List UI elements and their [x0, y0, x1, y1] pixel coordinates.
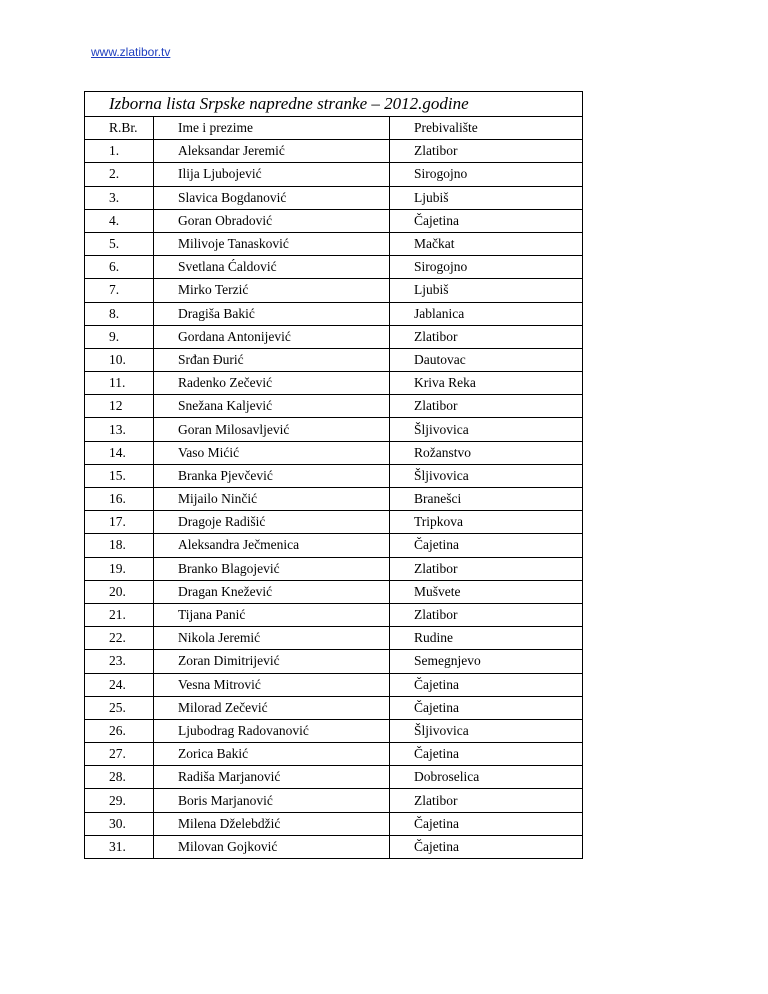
row-number: 6.: [85, 256, 154, 279]
table-row: [85, 464, 583, 487]
candidate-residence: Ljubiš: [390, 279, 583, 302]
candidate-name: Milovan Gojković: [154, 835, 390, 858]
row-number: 7.: [85, 279, 154, 302]
row-number: 18.: [85, 534, 154, 557]
candidate-name: Branko Blagojević: [154, 557, 390, 580]
candidate-residence: Dautovac: [390, 348, 583, 371]
row-number: 9.: [85, 325, 154, 348]
table-row: [85, 627, 583, 650]
candidate-name: Nikola Jeremić: [154, 627, 390, 650]
candidate-residence: Sirogojno: [390, 163, 583, 186]
column-header-number: R.Br.: [85, 117, 154, 140]
table-row: [85, 302, 583, 325]
table-row: [85, 348, 583, 371]
table-title: Izborna lista Srpske napredne stranke – 2012.godine: [85, 92, 583, 117]
row-number: 14.: [85, 441, 154, 464]
site-link[interactable]: www.zlatibor.tv: [91, 45, 171, 59]
candidate-residence: Mačkat: [390, 232, 583, 255]
table-row: [85, 232, 583, 255]
candidate-name: Radenko Zečević: [154, 372, 390, 395]
table-row: [85, 163, 583, 186]
row-number: 19.: [85, 557, 154, 580]
row-number: 24.: [85, 673, 154, 696]
candidate-residence: Branešci: [390, 488, 583, 511]
candidate-name: Zoran Dimitrijević: [154, 650, 390, 673]
row-number: 3.: [85, 186, 154, 209]
row-number: 17.: [85, 511, 154, 534]
candidate-residence: Čajetina: [390, 209, 583, 232]
candidate-name: Gordana Antonijević: [154, 325, 390, 348]
table-row: [85, 603, 583, 626]
candidate-residence: Ljubiš: [390, 186, 583, 209]
row-number: 30.: [85, 812, 154, 835]
table-row: [85, 395, 583, 418]
candidate-residence: Čajetina: [390, 812, 583, 835]
candidate-residence: Čajetina: [390, 673, 583, 696]
table-row: [85, 835, 583, 858]
row-number: 25.: [85, 696, 154, 719]
candidate-name: Mijailo Ninčić: [154, 488, 390, 511]
candidate-residence: Zlatibor: [390, 395, 583, 418]
candidate-name: Milena Dželebdžić: [154, 812, 390, 835]
row-number: 15.: [85, 464, 154, 487]
candidate-residence: Tripkova: [390, 511, 583, 534]
row-number: 20.: [85, 580, 154, 603]
candidate-name: Milivoje Tanasković: [154, 232, 390, 255]
candidate-name: Goran Milosavljević: [154, 418, 390, 441]
row-number: 5.: [85, 232, 154, 255]
candidate-name: Ilija Ljubojević: [154, 163, 390, 186]
candidate-residence: Zlatibor: [390, 325, 583, 348]
row-number: 23.: [85, 650, 154, 673]
table-row: [85, 696, 583, 719]
table-row: [85, 441, 583, 464]
candidate-name: Branka Pjevčević: [154, 464, 390, 487]
candidate-residence: Čajetina: [390, 534, 583, 557]
row-number: 8.: [85, 302, 154, 325]
candidate-name: Snežana Kaljević: [154, 395, 390, 418]
row-number: 11.: [85, 372, 154, 395]
row-number: 12: [85, 395, 154, 418]
row-number: 31.: [85, 835, 154, 858]
table-title-row: [85, 92, 583, 117]
table-row: [85, 279, 583, 302]
candidate-name: Boris Marjanović: [154, 789, 390, 812]
table-row: [85, 209, 583, 232]
row-number: 2.: [85, 163, 154, 186]
candidate-name: Aleksandra Ječmenica: [154, 534, 390, 557]
candidate-name: Milorad Zečević: [154, 696, 390, 719]
candidate-residence: Čajetina: [390, 743, 583, 766]
table-header-row: [85, 117, 583, 140]
candidate-residence: Zlatibor: [390, 789, 583, 812]
row-number: 4.: [85, 209, 154, 232]
row-number: 29.: [85, 789, 154, 812]
table-row: [85, 140, 583, 163]
candidate-residence: Zlatibor: [390, 603, 583, 626]
candidate-residence: Rožanstvo: [390, 441, 583, 464]
candidate-residence: Čajetina: [390, 696, 583, 719]
table-row: [85, 673, 583, 696]
candidate-residence: Zlatibor: [390, 557, 583, 580]
table-row: [85, 325, 583, 348]
table-row: [85, 372, 583, 395]
row-number: 21.: [85, 603, 154, 626]
table-row: [85, 580, 583, 603]
candidate-residence: Semegnjevo: [390, 650, 583, 673]
candidate-residence: Dobroselica: [390, 766, 583, 789]
candidate-name: Dragiša Bakić: [154, 302, 390, 325]
candidate-name: Tijana Panić: [154, 603, 390, 626]
table-row: [85, 256, 583, 279]
row-number: 13.: [85, 418, 154, 441]
column-header-name: Ime i prezime: [154, 117, 390, 140]
candidate-residence: Zlatibor: [390, 140, 583, 163]
table-row: [85, 789, 583, 812]
table-row: [85, 488, 583, 511]
row-number: 1.: [85, 140, 154, 163]
candidate-list-table: [84, 91, 583, 859]
candidate-name: Zorica Bakić: [154, 743, 390, 766]
table-row: [85, 719, 583, 742]
candidate-name: Aleksandar Jeremić: [154, 140, 390, 163]
candidate-residence: Jablanica: [390, 302, 583, 325]
candidate-residence: Šljivovica: [390, 719, 583, 742]
row-number: 27.: [85, 743, 154, 766]
candidate-name: Vesna Mitrović: [154, 673, 390, 696]
candidate-name: Srđan Đurić: [154, 348, 390, 371]
candidate-name: Mirko Terzić: [154, 279, 390, 302]
row-number: 22.: [85, 627, 154, 650]
candidate-residence: Čajetina: [390, 835, 583, 858]
candidate-name: Radiša Marjanović: [154, 766, 390, 789]
candidate-name: Svetlana Ćaldović: [154, 256, 390, 279]
table-row: [85, 511, 583, 534]
table-row: [85, 766, 583, 789]
candidate-residence: Kriva Reka: [390, 372, 583, 395]
table-row: [85, 186, 583, 209]
table-row: [85, 650, 583, 673]
table-body: [85, 140, 583, 859]
candidate-name: Ljubodrag Radovanović: [154, 719, 390, 742]
table-row: [85, 743, 583, 766]
column-header-residence: Prebivalište: [390, 117, 583, 140]
candidate-residence: Rudine: [390, 627, 583, 650]
table-row: [85, 534, 583, 557]
row-number: 26.: [85, 719, 154, 742]
candidate-name: Dragoje Radišić: [154, 511, 390, 534]
row-number: 28.: [85, 766, 154, 789]
table-row: [85, 812, 583, 835]
candidate-residence: Sirogojno: [390, 256, 583, 279]
candidate-residence: Šljivovica: [390, 464, 583, 487]
candidate-name: Goran Obradović: [154, 209, 390, 232]
row-number: 16.: [85, 488, 154, 511]
row-number: 10.: [85, 348, 154, 371]
candidate-residence: Šljivovica: [390, 418, 583, 441]
candidate-name: Vaso Mićić: [154, 441, 390, 464]
candidate-residence: Mušvete: [390, 580, 583, 603]
candidate-name: Slavica Bogdanović: [154, 186, 390, 209]
table-row: [85, 557, 583, 580]
candidate-name: Dragan Knežević: [154, 580, 390, 603]
table-row: [85, 418, 583, 441]
